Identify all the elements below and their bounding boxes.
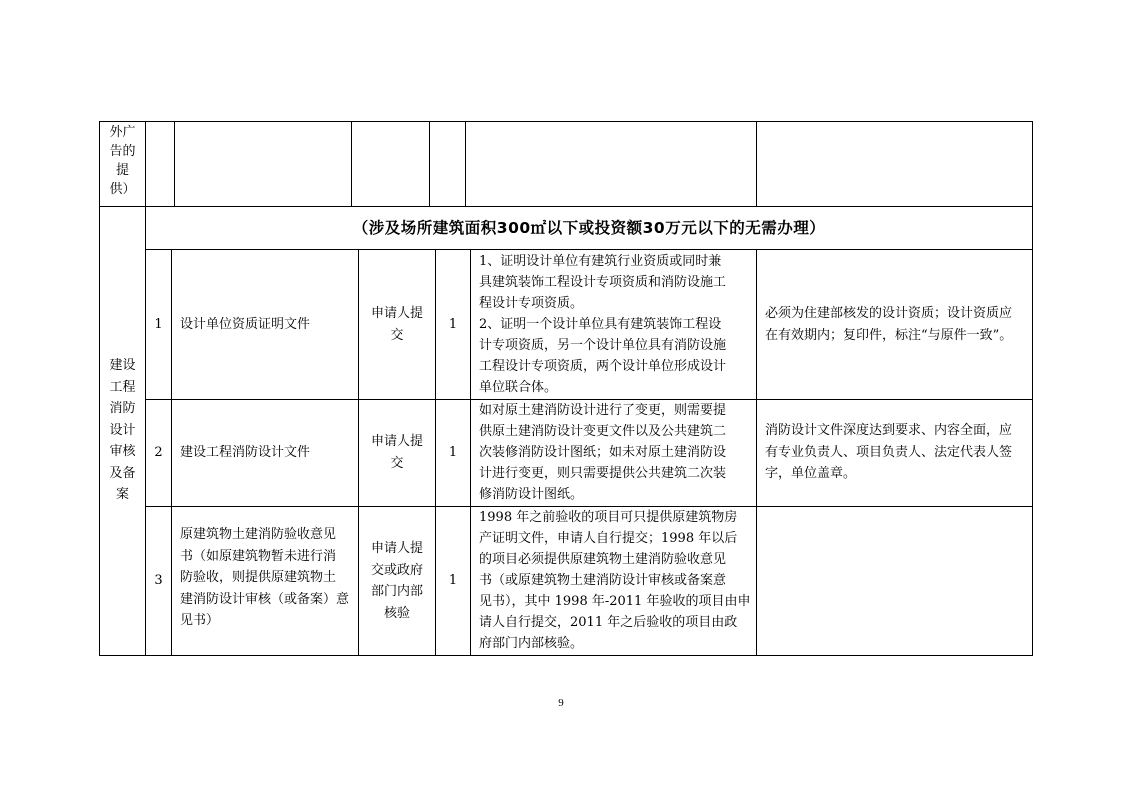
requirement-text: 消防设计文件深度达到要求、内容全面，应 有专业负责人、项目负责人、法定代表人签 字，单位盖章。	[765, 423, 1013, 481]
category-line: 外广	[109, 125, 136, 140]
page-number: 9	[558, 697, 564, 709]
category-line: 建设	[109, 358, 136, 373]
prev-row-category	[100, 121, 145, 206]
material-source: 申请人提 交	[370, 434, 423, 471]
copies: 1	[448, 316, 458, 332]
note-text: 1998 年之前验收的项目可只提供原建筑物房 产证明文件，申请人自行提交；1998 年以后 的项目必须提供原建筑物土建消防验收意见 书（或原建筑物土建消防设计审核或备案意 见书），其中 1998 年-2011 年验收的项目由申 请人自行提交，2011 年之后验收的项目由政 府部门内部核验。	[479, 510, 751, 651]
note-text: 如对原土建消防设计进行了变更，则需要提 供原土建消防设计变更文件以及公共建筑二 次装修消防设计图纸；如未对原土建消防设 计进行变更，则只需要提供公共建筑二次装 修消防设计图纸。	[479, 403, 727, 502]
row-number: 1	[154, 316, 163, 332]
section-banner: （涉及场所建筑面积300㎡以下或投资额30万元以下的无需办理）	[352, 219, 826, 237]
table-col-divider	[756, 121, 757, 206]
category-line: 工程	[109, 379, 136, 395]
table-col-divider	[465, 121, 466, 206]
copies: 1	[448, 573, 458, 588]
category-line: 供）	[109, 182, 136, 197]
section-category	[100, 355, 145, 506]
category-line: 设计	[109, 422, 136, 438]
category-line: 消防	[109, 401, 136, 416]
category-line: 案	[115, 487, 129, 502]
table-border-top	[99, 121, 1033, 122]
table-border-bottom	[99, 655, 1033, 656]
row-number: 2	[154, 445, 163, 460]
requirement-text: 必须为住建部核发的设计资质；设计资质应 在有效期内；复印件，标注“与原件一致”。	[765, 305, 1013, 343]
category-line: 审核	[109, 444, 136, 459]
material-name: 设计单位资质证明文件	[180, 316, 311, 332]
category-line: 及备	[109, 465, 136, 481]
category-line: 告的	[109, 144, 136, 159]
material-source: 申请人提 交	[370, 305, 423, 343]
material-name: 建设工程消防设计文件	[180, 445, 311, 460]
table-col-divider	[429, 121, 430, 206]
table-col-divider	[174, 121, 175, 206]
table-border-right	[1032, 121, 1033, 655]
requirement-text	[757, 507, 1032, 655]
note-text: 1、证明设计单位有建筑行业资质或同时兼 具建筑装饰工程设计专项资质和消防设施工 程设计专项资质。 2、证明一个设计单位具有建筑装饰工程设 计专项资质，另一个设计单位具有消防设施 工程设计专项资质，两个设计单位形成设计 单位联合体。	[479, 254, 727, 395]
category-line: 提	[115, 163, 129, 178]
material-name: 原建筑物土建消防验收意见 书（如原建筑物暂未进行消 防验收，则提供原建筑物土 建消防设计审核（或备案）意 见书）	[180, 527, 350, 628]
row-number: 3	[154, 573, 163, 588]
table-col-divider	[351, 121, 352, 206]
copies: 1	[448, 445, 458, 460]
material-source: 申请人提 交或政府 部门内部 核验	[370, 541, 423, 621]
